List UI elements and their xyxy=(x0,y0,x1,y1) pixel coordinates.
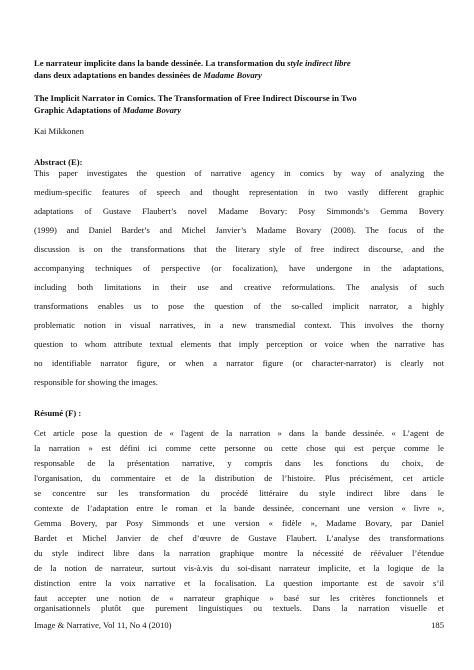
french-title-italic-1: style indirect libre xyxy=(287,58,351,68)
abstract-en-line: no identifiable narrator figure, or when a narrator figure (or character-narrator) is clearly not xyxy=(34,358,444,368)
abstract-fr-line: responsable de la présentation narrative, y compris dans les fonctions du choix, de xyxy=(34,458,444,468)
english-title-line-1: The Implicit Narrator in Comics. The Transformation of Free Indirect Discourse in Two xyxy=(34,93,357,103)
english-title xyxy=(34,93,444,116)
abstract-en-line: accompanying techniques of perspective (or focalization), have undergone in the adaptations, xyxy=(34,263,444,273)
abstract-fr-line: faut accepter une notion de « narrateur graphique » basé sur les critères fonctionnels et xyxy=(34,593,444,603)
abstract-fr-line: l'organisation, du commentaire et de la distribution de l’histoire. Plus précisément, cet article xyxy=(34,473,444,483)
abstract-en-line: problematic notion in visual narratives, in a new transmedial context. This involves the thorny xyxy=(34,320,444,330)
abstract-en-line: responsible for showing the images. xyxy=(34,377,158,387)
french-title-text-2: dans deux adaptations en bandes dessinées de xyxy=(34,69,204,80)
french-title-line-1 xyxy=(34,58,444,70)
english-title-line-2 xyxy=(34,105,444,117)
abstract-en-line: including both limitations in their use and creative reformulations. The analysis of such xyxy=(34,282,444,292)
abstract-fr-line: de la notion de narrateur, surtout vis-à.vis du soi-disant narrateur implicite, et la logique de la xyxy=(34,563,444,573)
page-number: 185 xyxy=(431,620,444,630)
abstract-fr-line: se concentre sur les transformation du procédé littéraire du style indirect libre dans le xyxy=(34,488,444,498)
english-title-italic-2: Madame Bovary xyxy=(122,104,182,115)
abstract-en-heading: Abstract (E): xyxy=(34,157,83,167)
journal-citation: Image & Narrative, Vol 11, No 4 (2010) xyxy=(34,620,172,630)
abstract-fr-heading: Résumé (F) : xyxy=(34,408,82,418)
abstract-en-line: medium-specific features of speech and thought representation in two vastly different graphic xyxy=(34,187,444,197)
abstract-fr-line: du style indirect libre dans la narration graphique montre la nécessité de réévaluer l’étendue xyxy=(34,548,444,558)
abstract-en-line: adaptations of Gustave Flaubert’s novel Madame Bovary: Posy Simmonds’s Gemma Bovery xyxy=(34,206,444,216)
french-title-italic-2: Madame Bovary xyxy=(203,69,262,80)
abstract-fr-line: Gemma Bovery, par Posy Simmonds et une version « fidèle », Madame Bovary, par Daniel xyxy=(34,518,444,528)
abstract-en-line: This paper investigates the question of narrative agency in comics by way of analyzing the xyxy=(34,168,444,178)
author-name: Kai Mikkonen xyxy=(34,126,84,136)
french-title-line-2 xyxy=(34,70,444,82)
english-title-text-2: Graphic Adaptations of xyxy=(34,104,123,115)
abstract-en-line: discussion is on the transformations that the literary style of free indirect discourse, and the xyxy=(34,244,444,254)
abstract-en-line: transformations enables us to pose the question of the so-called implicit narrator, a highly xyxy=(34,301,444,311)
abstract-fr-line: la narration » est défini ici comme cette personne ou cette chose qui est perçue comme le xyxy=(34,443,444,453)
abstract-fr-line: distinction entre la voix narrative et la focalisation. La question importante est de savoir s’il xyxy=(34,578,444,588)
abstract-fr-line: Bardet et Michel Janvier de chef d’œuvre de Gustave Flaubert. L’analyse des transformations xyxy=(34,533,444,543)
french-title-text-1: Le narrateur implicite dans la bande dessinée. La transformation du xyxy=(34,58,288,68)
abstract-fr-line: contexte de l’adaptation entre le roman et la bande dessinée, concernant une version « livre », xyxy=(34,503,444,513)
abstract-fr-line: organisationnels plutôt que purement linguistiques ou textuels. Dans la narration visuelle et xyxy=(34,603,444,613)
french-title xyxy=(34,58,444,81)
abstract-en-line: (1999) and Daniel Bardet’s and Michel Janvier’s Madame Bovary (2008). The focus of the xyxy=(34,225,444,235)
abstract-fr-line: Cet article pose la question de « l'agent de la narration » dans la bande dessinée. « L’agent de xyxy=(34,428,444,438)
abstract-en-line: question to whom attribute textual elements that imply perception or voice when the narrative has xyxy=(34,339,444,349)
